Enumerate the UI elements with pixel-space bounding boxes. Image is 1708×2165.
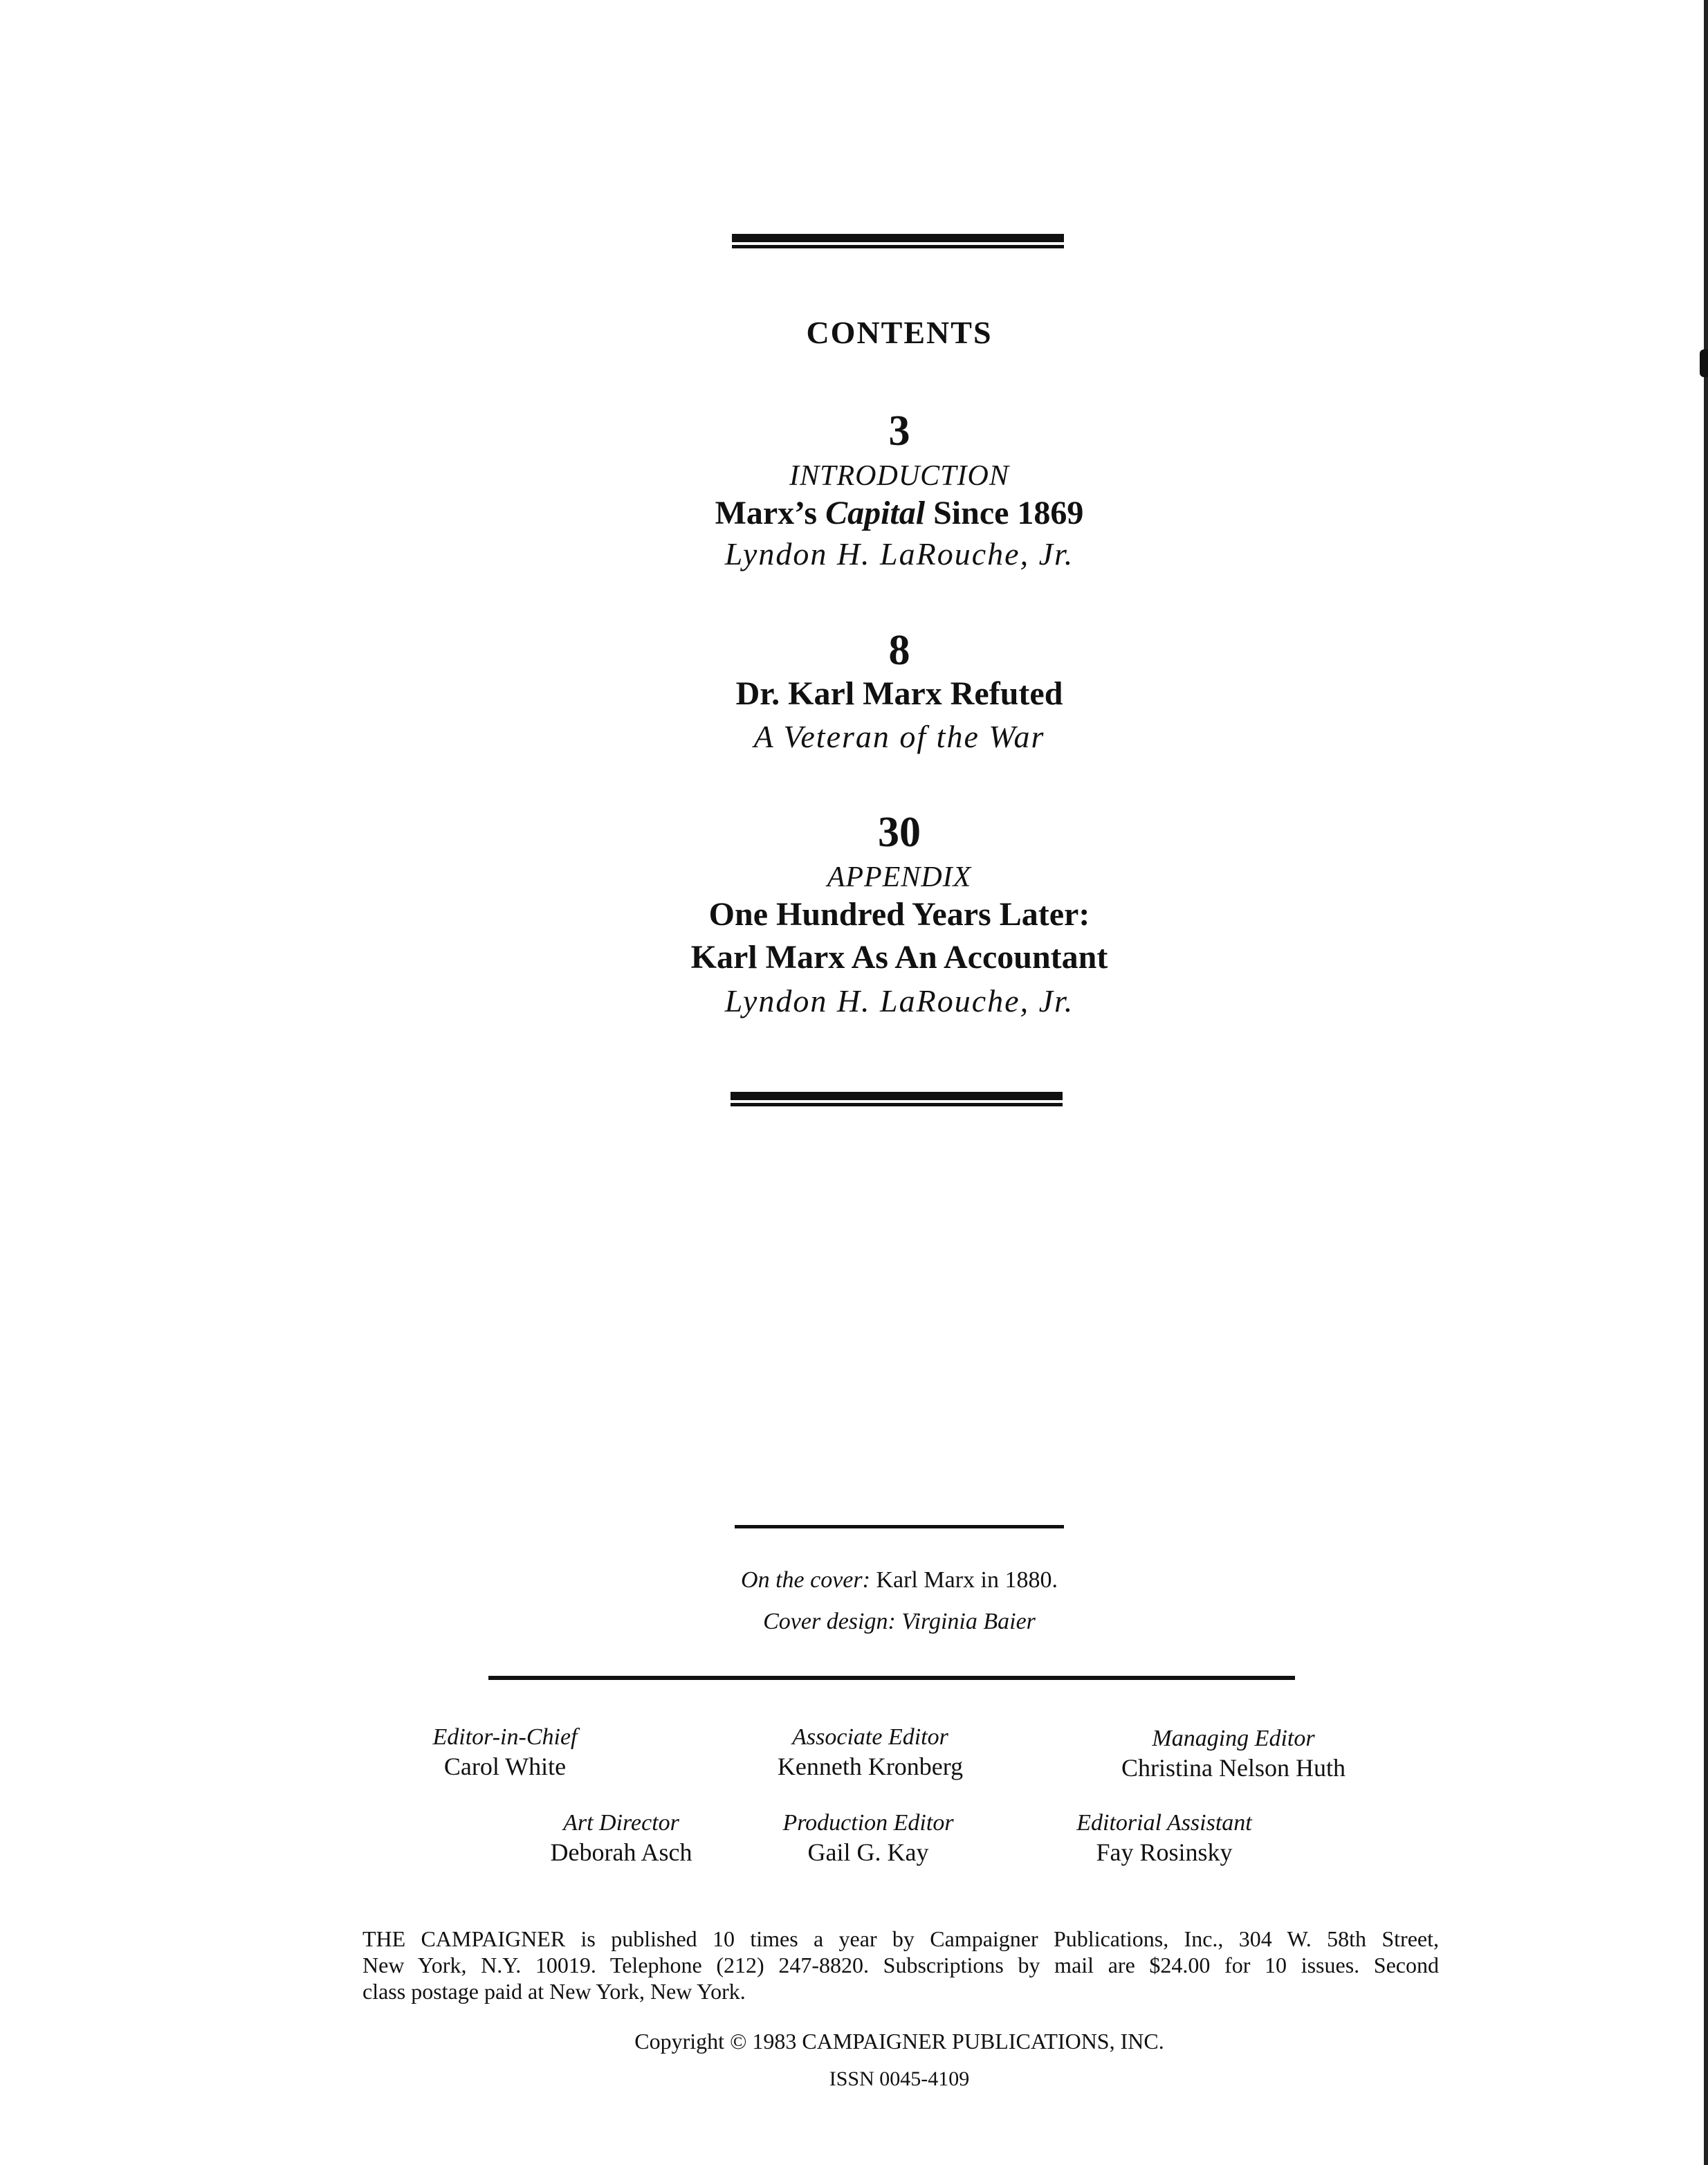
staff-managing-editor [1060,1724,1406,1782]
staff-editor-in-chief [332,1723,678,1781]
publication-line-1: THE CAMPAIGNER is published 10 times a year by Campaigner Publications, Inc., 304 W. 58th Street, [362,1926,1439,1951]
staff-role: Art Director [563,1810,679,1836]
entry-author: Lyndon H. LaRouche, Jr. [724,536,1074,572]
entry-title-line-2: Karl Marx As An Accountant [690,939,1108,976]
cover-caption-label: On the cover: [741,1567,870,1593]
publication-line-3: class postage paid at New York, New York. [362,1979,746,2004]
cover-design [0,1609,1708,1635]
staff-name: Carol White [443,1753,567,1780]
staff-role: Managing Editor [1152,1726,1315,1751]
staff-role: Editor-in-Chief [432,1724,578,1750]
staff-name: Christina Nelson Huth [1121,1754,1346,1782]
top-double-rule [732,234,1064,250]
staff-role: Production Editor [782,1810,954,1836]
entry-section-label: INTRODUCTION [789,460,1009,492]
staff-name: Fay Rosinsky [1096,1838,1233,1866]
entry-title-pre: Marx’s [715,495,826,531]
staff-name: Kenneth Kronberg [777,1753,964,1780]
staff-role: Editorial Assistant [1076,1810,1252,1836]
cover-design-label: Cover design: [763,1609,896,1634]
entry-title: Dr. Karl Marx Refuted [735,675,1063,712]
staff-rule [488,1676,1295,1680]
entry-author: Lyndon H. LaRouche, Jr. [724,983,1074,1018]
entry-title-post: Since 1869 [925,495,1084,531]
entry-title-italic: Capital [825,495,926,531]
entry-title-line-1: One Hundred Years Later: [708,896,1090,933]
staff-associate-editor [697,1723,1043,1781]
entry-page-number: 3 [888,408,910,455]
scan-edge-mark [1700,349,1708,377]
entry-author: A Veteran of the War [753,719,1045,754]
contents-title: CONTENTS [806,315,993,350]
entry-title [0,494,1708,532]
staff-name: Deborah Asch [550,1838,692,1866]
staff-editorial-assistant [991,1809,1337,1867]
issn-number: ISSN 0045-4109 [829,2067,970,2090]
cover-caption-text: Karl Marx in 1880. [876,1567,1058,1593]
staff-production-editor [695,1809,1041,1867]
publication-line-2: New York, N.Y. 10019. Telephone (212) 247-8820. Subscriptions by mail are $24.00 for 10 issues. Second [362,1953,1439,1977]
entry-page-number: 30 [878,809,921,856]
bottom-double-rule [731,1092,1063,1108]
publication-statement [362,1926,1439,2004]
staff-name: Gail G. Kay [807,1838,929,1866]
staff-role: Associate Editor [792,1724,948,1750]
entry-section-label: APPENDIX [827,861,972,893]
entry-page-number: 8 [888,627,910,674]
cover-caption [0,1567,1708,1593]
cover-design-name: Virginia Baier [901,1609,1036,1634]
cover-rule [735,1525,1064,1528]
copyright-notice: Copyright © 1983 CAMPAIGNER PUBLICATIONS, INC. [634,2029,1164,2054]
